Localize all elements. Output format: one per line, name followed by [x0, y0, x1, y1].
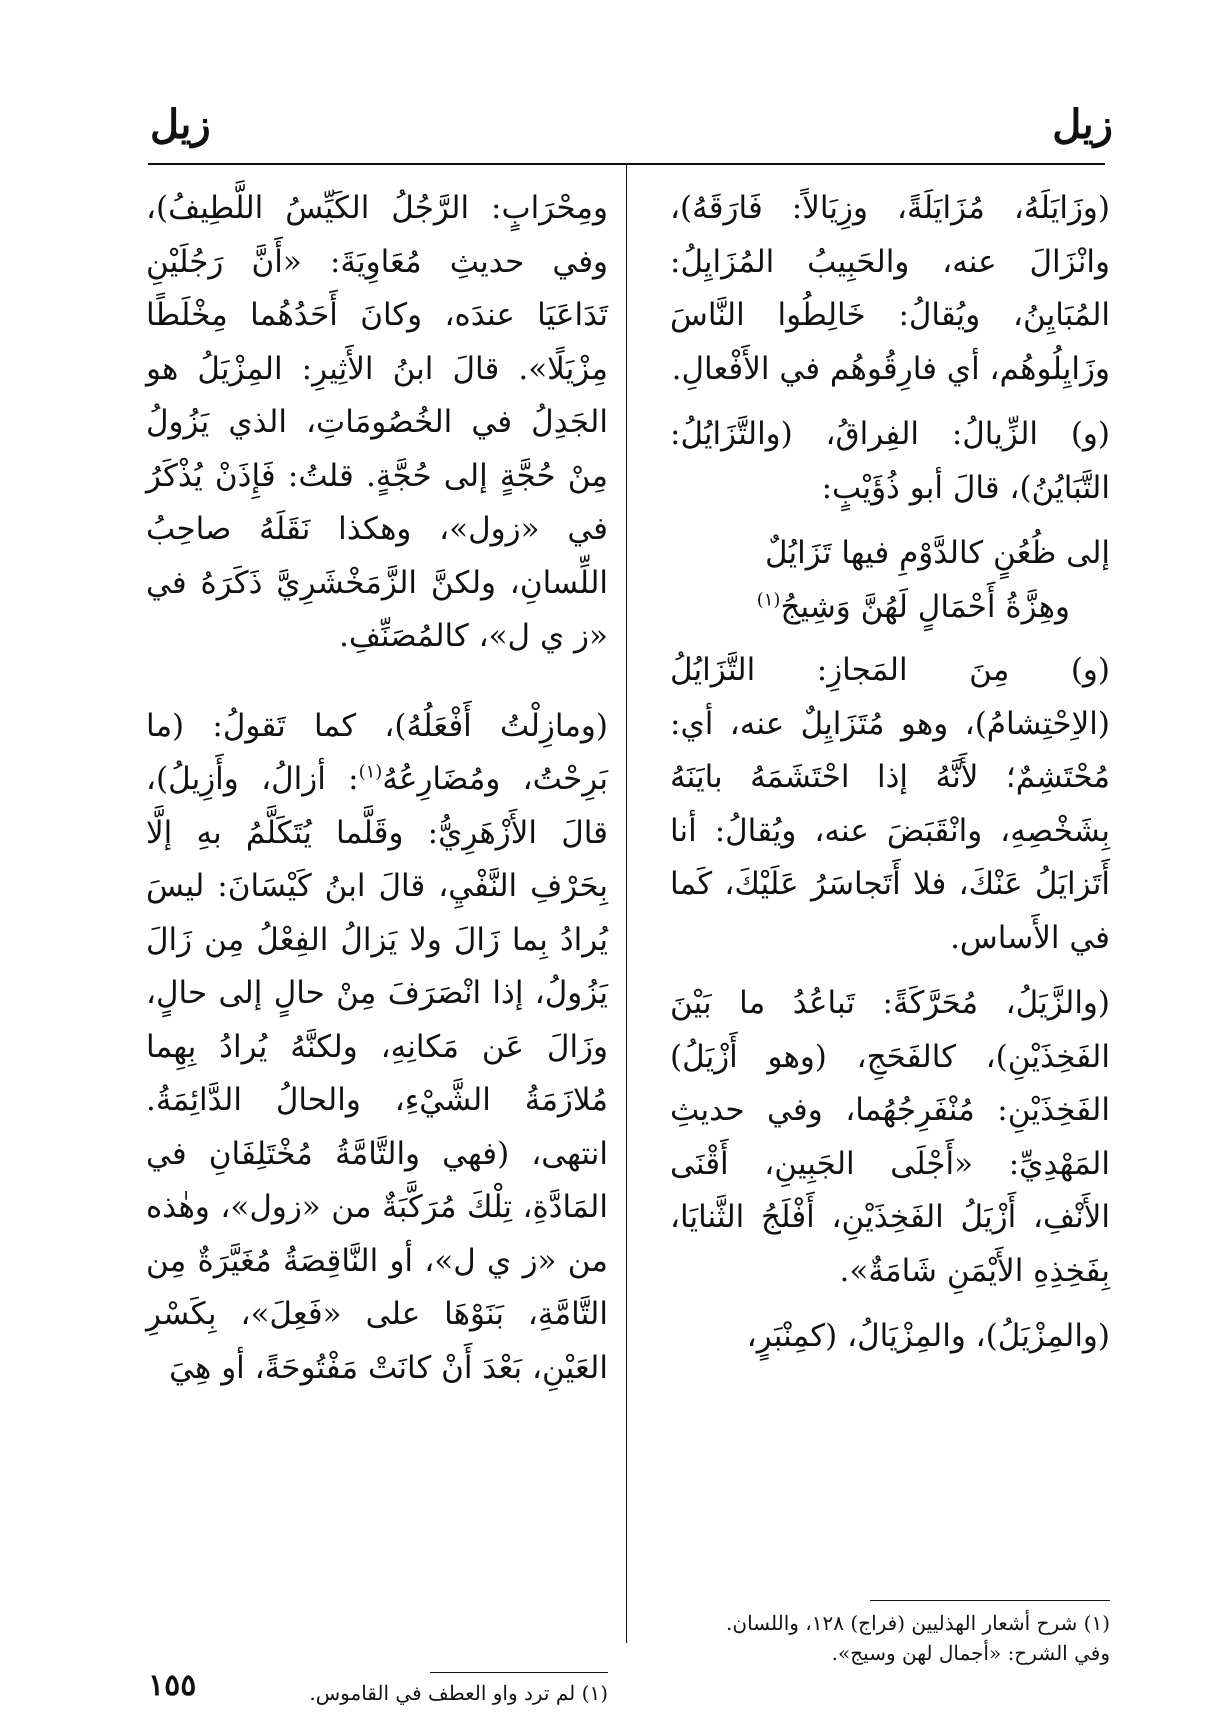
- left-column: [146, 182, 608, 1407]
- entry-paragraph: (وزَايَلَهُ، مُزَايَلَةً، وزِيَالاً: فَارَقَهُ)، وانْزَالَ عنه، والحَبِيبُ المُزَايِلُ: المُبَايِنُ، ويُقالُ: خَالِطُوا النَّاسَ وزَايِلُوهُم، أي فارِقُوهُم في الأَفْعالِ.: [670, 190, 1110, 387]
- verse-line-text: وهِزَّةُ أَحْمَالٍ لَهُنَّ وَشِيجُ: [780, 588, 1070, 625]
- entry-paragraph: (والزَّيَلُ، مُحَرَّكَةً: تَباعُدُ ما بَيْنَ الفَخِذَيْنِ)، كالفَحَجِ، (وهو أَزْيَلُ) الفَخِذَيْنِ: مُنْفَرِجُهُما، وفي حديثِ المَهْدِيِّ: «أَجْلَى الجَبِينِ، أَقْنَى الأَنْفِ، أَزْيَلُ الفَخِذَيْنِ، أَفْلَجُ الثَّنايَا، بِفَخِذِهِ الأَيْمَنِ شَامَةٌ».: [670, 985, 1110, 1289]
- footnote-line: وفي الشرح: «أجمال لهن وسيج».: [831, 1641, 1110, 1665]
- footnote-rule: [430, 1672, 608, 1673]
- footnote-left: (١) لم ترد واو العطف في القاموس.: [309, 1681, 608, 1705]
- entry-paragraph: (و) مِنَ المَجازِ: التَّزَايُلُ (الاِحْتِشامُ)، وهو مُتَزَايِلٌ عنه، أي: مُحْتَشِمٌ؛ لأَنَّهُ إذا احْتَشَمَهُ بايَنَهُ بِشَخْصِهِ، وانْقَبَضَ عنه، ويُقالُ: أنا أَتَزايَلُ عَنْكَ، فلا أَتَجاسَرُ عَلَيْكَ، كَما في الأَساس.: [670, 652, 1110, 956]
- entry-paragraph: (والمِزْيَلُ)، والمِزْيَالُ، (كمِنْبَرٍ،: [746, 1318, 1110, 1354]
- entry-text: : أزالُ، وأَزِيلُ)، قالَ الأَزْهَرِيُّ: وقَلَّما يُتَكَلَّمُ بهِ إلَّا بِحَرْفِ النَّفْيِ، قالَ ابنُ كَيْسَانَ: ليسَ يُرادُ بِما زَالَ ولا يَزالُ الفِعْلُ مِن زَالَ يَزُولُ، إذا انْصَرَفَ مِنْ حالٍ إلى حالٍ، وزَالَ عَن مَكانِهِ، ولكنَّهُ يُرادُ بِهِما مُلازَمَةُ الشَّيْءِ، والحالُ الدَّائِمَةُ. انتهى، (فهي والتَّامَّةُ مُخْتَلِفَانِ في المَادَّةِ، تِلْكَ مُرَكَّبَةٌ من «زول»، وهٰذه من «ز ي ل»، أو النَّاقِصَةُ مُغَيَّرَةٌ مِن التَّامَّةِ، بَنَوْهَا على «فَعِلَ»، بِكَسْرِ العَيْنِ، بَعْدَ أَنْ كانَتْ مَفْتُوحَةً، أو هِيَ: [146, 761, 608, 1386]
- running-header-right: زيل: [1052, 101, 1113, 148]
- column-divider: [626, 163, 627, 1643]
- verse-line: إلى ظُعُنٍ كالدَّوْمِ فيها تَزَايُلٌ: [765, 535, 1110, 571]
- entry-text: (ومازِلْتُ أَفْعَلُهُ)، كما تَقولُ: (ما بَرِحْتُ، ومُضَارِعُهُ: [146, 707, 608, 797]
- entry-paragraph: [146, 700, 608, 1396]
- poetry-verse: [670, 527, 1110, 634]
- footnote-line: (١) شرح أشعار الهذليين (فراج) ١٢٨، واللسان.: [726, 1611, 1110, 1635]
- right-column: [670, 182, 1110, 1376]
- footnote-rule: [870, 1600, 1110, 1601]
- verse-line: [670, 581, 1110, 635]
- entry-paragraph: ومِحْرَابٍ: الرَّجُلُ الكَيِّسُ اللَّطِيفُ)، وفي حديثِ مُعَاوِيَةَ: «أَنَّ رَجُلَيْنِ تَدَاعَيَا عندَه، وكانَ أَحَدُهُما مِخْلَطًا مِزْيَلًا». قالَ ابنُ الأَثِيرِ: المِزْيَلُ هو الجَدِلُ في الخُصُومَاتِ، الذي يَزُولُ مِنْ حُجَّةٍ إلى حُجَّةٍ. قلتُ: فَإِذَنْ يُذْكَرُ في «زول»، وهكذا نَقَلَهُ صاحِبُ اللِّسانِ، ولكنَّ الزَّمَخْشَرِيَّ ذَكَرَهُ في «ز ي ل»، كالمُصَنِّفِ.: [146, 190, 608, 654]
- running-header-left: زيل: [150, 101, 211, 148]
- footnote-marker: (١): [358, 761, 383, 783]
- footnote-marker: (١): [756, 589, 781, 611]
- entry-paragraph: (و) الزِّيالُ: الفِراقُ، (والتَّزَايُلُ: التَّبَايُنُ)، قالَ أبو ذُؤَيْبٍ:: [670, 416, 1110, 506]
- footnote-right: [670, 1608, 1110, 1668]
- page-number: ١٥٥: [148, 1668, 197, 1703]
